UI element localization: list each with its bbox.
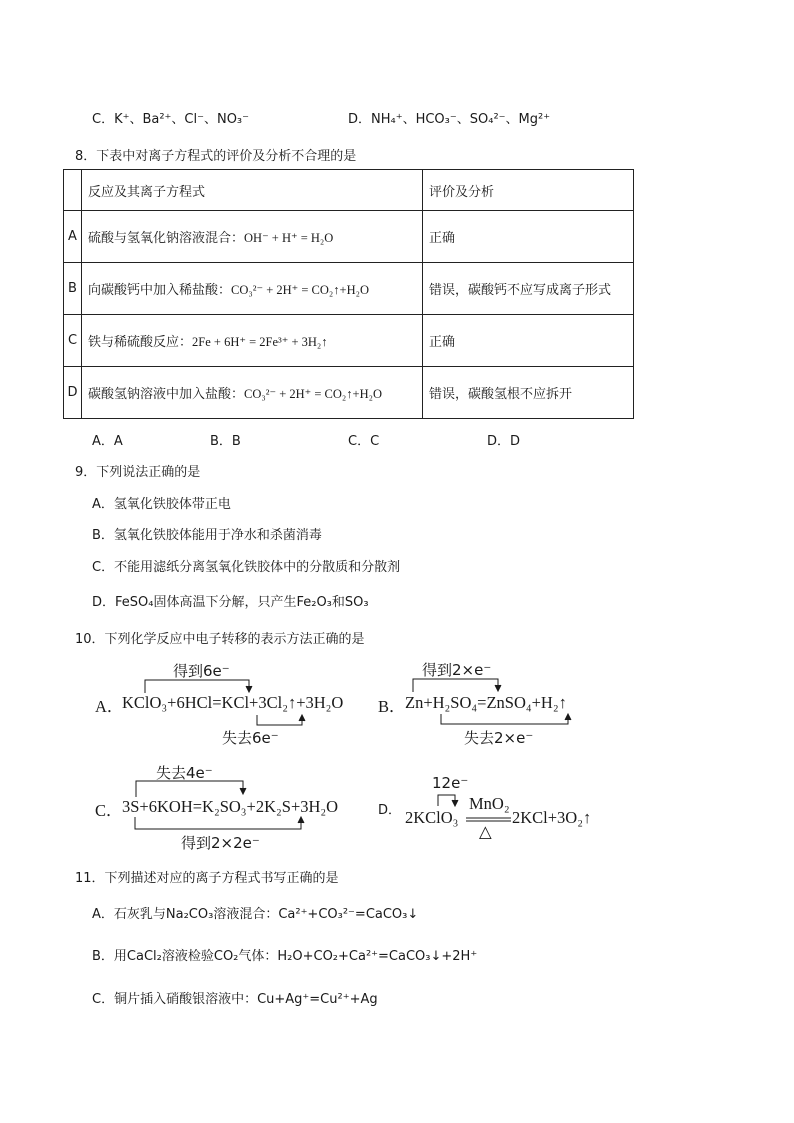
q8-option-a: A．A [92,434,123,449]
q10-a-top-label: 得到6e⁻ [173,662,230,680]
row-evaluation: 错误，碳酸钙不应写成离子形式 [423,263,634,315]
reaction-equation: CO₃²⁻ + 2H⁺ = CO₂↑+H₂O [244,387,382,401]
q10-a-equation: KClO₃+6HCl=KCl+3Cl₂↑+3H₂O [122,693,344,712]
q9-stem: 9．下列说法正确的是 [75,465,201,480]
reaction-equation: 2Fe + 6H⁺ = 2Fe³⁺ + 3H₂↑ [192,335,328,349]
reaction-text: 铁与稀硫酸反应： [88,335,193,350]
q10-b-top-label: 得到2×e⁻ [422,661,492,679]
reaction-equation: OH⁻ + H⁺ = H₂O [244,231,334,245]
q7-option-d: D．NH₄⁺、HCO₃⁻、SO₄²⁻、Mg²⁺ [348,112,551,127]
q9-option-c: C．不能用滤纸分离氢氧化铁胶体中的分散质和分散剂 [92,560,401,575]
q9-option-d: D．FeSO₄固体高温下分解，只产生Fe₂O₃和SO₃ [92,595,369,610]
reaction-text: 向碳酸钙中加入稀盐酸： [88,283,232,298]
row-key: D [64,367,82,419]
q11-stem: 11．下列描述对应的离子方程式书写正确的是 [75,871,339,886]
q9-option-a: A．氢氧化铁胶体带正电 [92,497,231,512]
q11-option-a: A．石灰乳与Na₂CO₃溶液混合：Ca²⁺+CO₃²⁻=CaCO₃↓ [92,907,419,922]
q10-d-reactant: 2KClO₃ [405,808,459,827]
q10-d-electrons: 12e⁻ [432,774,469,792]
reaction-text: 硫酸与氢氧化钠溶液混合： [88,231,245,246]
row-key: A [64,211,82,263]
q11-option-b: B．用CaCl₂溶液检验CO₂气体：H₂O+CO₂+Ca²⁺=CaCO₃↓+2H⁺ [92,949,478,964]
q8-option-d: D．D [487,434,521,449]
q10-b-bottom-label: 失去2×e⁻ [464,729,534,747]
q11-option-c: C．铜片插入硝酸银溶液中：Cu+Ag⁺=Cu²⁺+Ag [92,992,378,1007]
q7-option-c: C．K⁺、Ba²⁺、Cl⁻、NO₃⁻ [92,112,250,127]
header-cell: 评价及分析 [423,170,634,211]
q10-c-equation: 3S+6KOH=K₂SO₃+2K₂S+3H₂O [122,797,339,816]
row-key: B [64,263,82,315]
q10-a-bottom-label: 失去6e⁻ [222,729,279,747]
row-evaluation: 错误，碳酸氢根不应拆开 [423,367,634,419]
q10-stem: 10．下列化学反应中电子转移的表示方法正确的是 [75,632,365,647]
reaction-text: 碳酸氢钠溶液中加入盐酸： [88,387,245,402]
q10-c-top-label: 失去4e⁻ [156,764,213,782]
q10-d-heat: △ [479,822,492,841]
q10-d-products: 2KCl+3O₂↑ [512,808,592,827]
q10-b-label: B． [378,697,406,716]
q10-c-bottom-label: 得到2×2e⁻ [181,834,260,852]
row-evaluation: 正确 [423,315,634,367]
header-cell: 反应及其离子方程式 [82,170,423,211]
q10-b-equation: Zn+H₂SO₄=ZnSO₄+H₂↑ [405,693,567,712]
q10-a-label: A． [95,697,124,716]
q9-option-b: B．氢氧化铁胶体能用于净水和杀菌消毒 [92,528,322,543]
q10-c-label: C． [95,801,123,820]
q8-stem: 8．下表中对离子方程式的评价及分析不合理的是 [75,149,357,164]
row-key: C [64,315,82,367]
row-evaluation: 正确 [423,211,634,263]
q8-option-c: C．C [348,434,380,449]
q10-d-label: D． [378,803,402,818]
q10-d-catalyst: MnO₂ [469,794,510,813]
q8-option-b: B．B [210,434,241,449]
reaction-equation: CO₃²⁻ + 2H⁺ = CO₂↑+H₂O [231,283,369,297]
